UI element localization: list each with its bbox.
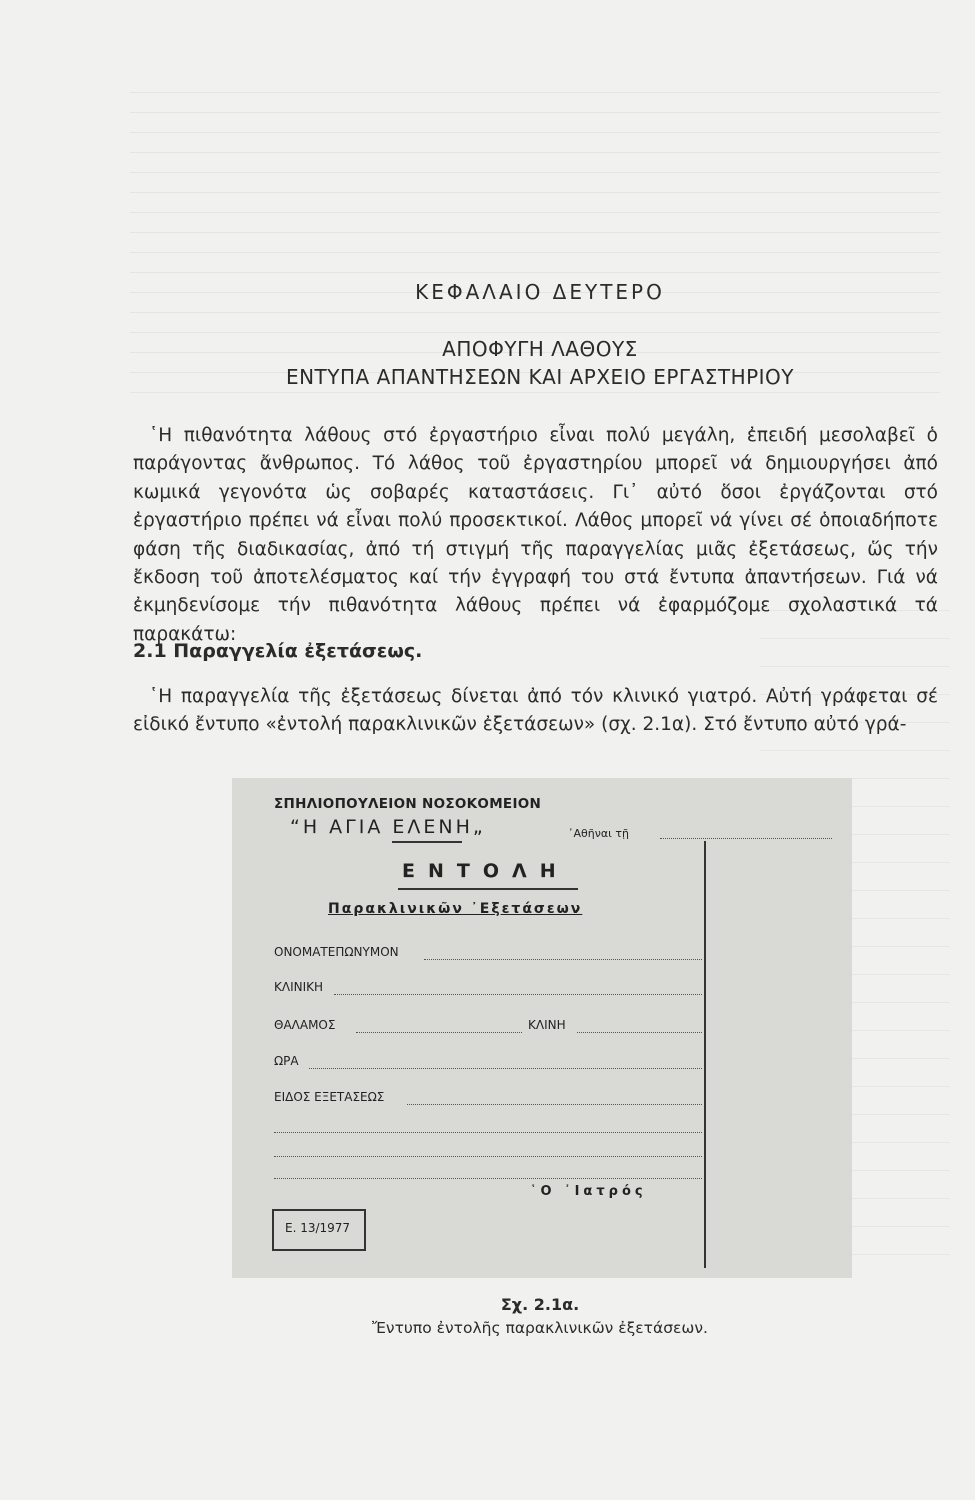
figure-caption: Ἔντυπο ἐντολῆς παρακλινικῶν ἐξετάσεων. xyxy=(372,1319,708,1337)
chapter-title: ΑΠΟΦΥΓΗ ΛΑΘΟΥΣ xyxy=(442,337,638,361)
blank-line xyxy=(274,1178,702,1179)
field-hour-label: ΩΡΑ xyxy=(274,1054,299,1068)
form-code-box xyxy=(272,1209,366,1251)
form-hospital: ΣΠΗΛΙΟΠΟΥΛΕΙΟΝ ΝΟΣΟΚΟΜΕΙΟΝ xyxy=(274,796,542,812)
underline xyxy=(392,841,462,843)
field-line xyxy=(424,959,702,960)
field-clinic-label: ΚΛΙΝΙΚΗ xyxy=(274,980,324,994)
form-hospital-name: “Η ΑΓΙΑ ΕΛΕΝΗ„ xyxy=(290,816,486,838)
form-code: Ε. 13/1977 xyxy=(285,1221,351,1235)
form-place-date: ᾽Αθῆναι τῇ xyxy=(568,827,629,840)
field-exam-type-label: ΕΙΔΟΣ ΕΞΕΤΑΣΕΩΣ xyxy=(274,1090,385,1104)
field-name-label: ΟΝΟΜΑΤΕΠΩΝΥΜΟΝ xyxy=(274,945,399,959)
section-heading: 2.1 Παραγγελία ἐξετάσεως. xyxy=(133,640,423,662)
form-divider xyxy=(704,841,706,1268)
date-line xyxy=(660,838,832,839)
field-line xyxy=(334,994,702,995)
field-line xyxy=(407,1104,702,1105)
chapter-heading: ΚΕΦΑΛΑΙΟ ΔΕΥΤΕΡΟ xyxy=(415,280,665,304)
section-paragraph: ῾Η παραγγελία τῆς ἐξετάσεως δίνεται ἀπό τόν κλινικό γιατρό. Αὐτή γράφεται σέ εἰδικό ἔντυπο «ἐντολή παρακλινικῶν ἐξετάσεων» (σχ. 2.1α). Στό ἔντυπο αὐτό γρά- xyxy=(133,686,938,736)
field-line xyxy=(356,1032,522,1033)
chapter-subtitle: ΕΝΤΥΠΑ ΑΠΑΝΤΗΣΕΩΝ ΚΑΙ ΑΡΧΕΙΟ ΕΡΓΑΣΤΗΡΙΟΥ xyxy=(285,365,795,389)
form-signature: ῾Ο ᾽Ιατρός xyxy=(530,1184,647,1199)
field-line xyxy=(577,1032,702,1033)
form-subtitle: Παρακλινικῶν ᾽Εξετάσεων xyxy=(328,901,583,917)
order-form-figure xyxy=(232,778,852,1278)
field-line xyxy=(309,1068,702,1069)
figure-label: Σχ. 2.1α. xyxy=(500,1295,580,1314)
blank-line xyxy=(274,1132,702,1133)
form-title: ΕΝΤΟΛΗ xyxy=(402,860,569,882)
blank-line xyxy=(274,1156,702,1157)
intro-paragraph: ῾Η πιθανότητα λάθους στό ἐργαστήριο εἶναι πολύ μεγάλη, ἐπειδή μεσολαβεῖ ὁ παράγοντας ἄνθρωπος. Τό λάθος τοῦ ἐργαστηρίου μπορεῖ νά δημιουργήσει ἀπό κωμικά γεγονότα ὡς σοβαρές καταστάσεις. Γι᾽ αὐτό ὅσοι ἐργάζονται στό ἐργαστήριο πρέπει νά εἶναι πολύ προσεκτικοί. Λάθος μπορεῖ νά γίνει σέ ὁποιαδήποτε φάση τῆς διαδικασίας, ἀπό τή στιγμή τῆς παραγγελίας μιᾶς ἐξετάσεως, ὥς τήν ἔκδοση τοῦ ἀποτελέσματος καί τήν ἐγγραφή του στά ἔντυπα ἀπαντήσεων. Γιά νά ἐκμηδενίσομε τήν πιθανότητα λάθους πρέπει νά ἐφαρμόζομε σχολαστικά τά παρακάτω: xyxy=(133,425,938,645)
field-ward-label: ΘΑΛΑΜΟΣ xyxy=(274,1018,336,1032)
underline xyxy=(398,888,578,890)
field-bed-label: ΚΛΙΝΗ xyxy=(528,1018,566,1032)
